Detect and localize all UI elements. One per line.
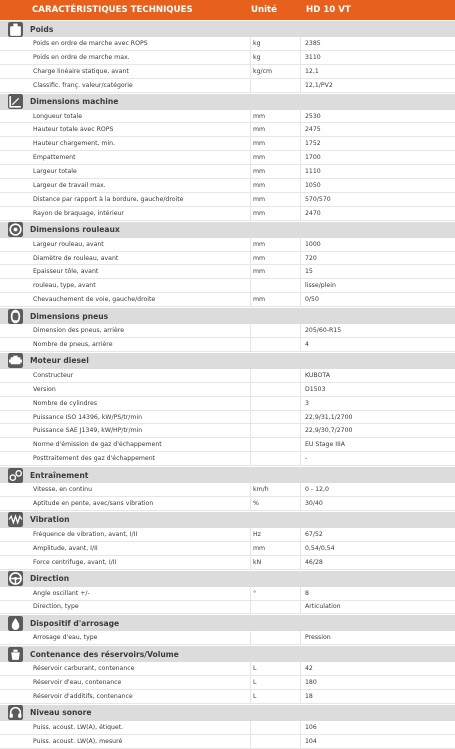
row-label: Distance par rapport à la bordure, gauche/droite [33,195,184,203]
row-value: 67/52 [300,528,455,541]
row-label: Version [33,385,56,393]
section-header [0,20,455,37]
row-label: Norme d'émission de gaz d'échappement [33,441,162,449]
row-value: 1110 [300,165,455,178]
row-value: 12,1 [300,65,455,78]
row-value: lisse/plein [300,279,455,292]
table-row [0,528,455,542]
table-row [0,65,455,79]
row-unit: kg [250,37,300,50]
row-value: 0 - 12,0 [300,483,455,496]
section-title: Niveau sonore [30,708,92,718]
row-label: Epaisseur tôle, avant [33,268,99,276]
row-value: 46/28 [300,556,455,569]
row-value: 2470 [300,207,455,220]
row-value: 3 [300,397,455,410]
table-header [0,0,455,20]
row-value: 0,54/0,54 [300,542,455,555]
table-row [0,483,455,497]
row-value: 720 [300,252,455,265]
row-unit [250,324,300,337]
table-row [0,497,455,511]
row-label: Vitesse, en continu [33,486,93,494]
row-value: 106 [300,721,455,734]
row-value: 12,1/PV2 [300,79,455,92]
table-row [0,238,455,252]
row-label: Dimension des pneus, arrière [33,327,125,335]
row-label: Nombre de pneus, arrière [33,340,113,348]
row-unit: L [250,690,300,703]
row-unit: mm [250,151,300,164]
row-label: Aptitude en pente, avec/sans vibration [33,499,154,507]
row-label: Empattement [33,154,76,162]
row-unit: mm [250,179,300,192]
row-unit [250,338,300,351]
row-label: Réservoir d'additifs, contenance [33,693,133,700]
row-unit [250,601,300,614]
row-value: 15 [300,265,455,278]
row-label: Rayon de braquage, intérieur [33,209,124,217]
table-row [0,735,455,749]
tire-icon [0,308,30,325]
row-label: Puissance ISO 14396, kW/PS/tr/min [33,413,143,421]
row-label: Force centrifuge, avant, I/II [33,558,117,566]
table-row [0,123,455,137]
row-unit [250,383,300,396]
row-unit: mm [250,165,300,178]
row-value: KUBOTA [300,369,455,382]
row-value: 104 [300,735,455,748]
section-header [0,511,455,528]
table-row [0,369,455,383]
section-title: Dimensions machine [30,97,119,107]
row-value: 42 [300,662,455,675]
table-body [0,20,455,749]
section-header [0,645,455,662]
section-title: Poids [30,24,54,34]
table-row [0,110,455,124]
row-unit: mm [250,110,300,123]
row-value: 2385 [300,37,455,50]
row-value: 18 [300,690,455,703]
table-row [0,438,455,452]
headphones-icon [0,704,30,721]
row-unit [250,735,300,748]
row-unit: kN [250,556,300,569]
engine-icon [0,352,30,369]
row-label: Charge linéaire statique, avant [33,67,129,75]
section-header [0,704,455,721]
section-title: Dispositif d'arrosage [30,618,120,628]
row-label: Puiss. acoust. LW(A), mesuré [33,737,123,745]
row-unit [250,369,300,382]
table-row [0,265,455,279]
table-row [0,137,455,151]
section-header [0,570,455,587]
row-unit [250,438,300,451]
table-row [0,721,455,735]
row-unit [250,424,300,437]
row-label: Largeur de travail max. [33,181,106,189]
section-title: Moteur diesel [30,356,89,366]
section-header [0,352,455,369]
section-header [0,307,455,324]
table-row [0,193,455,207]
row-value: D1503 [300,383,455,396]
table-row [0,411,455,425]
row-label: Réservoir d'eau, contenance [33,679,122,687]
table-row [0,207,455,221]
table-row [0,676,455,690]
row-value: 570/570 [300,193,455,206]
row-unit: mm [250,252,300,265]
row-value: EU Stage IIIA [300,438,455,451]
table-row [0,690,455,704]
row-label: Nombre de cylindres [33,399,98,407]
section-title: Entraînement [30,470,89,480]
row-unit: mm [250,137,300,150]
table-row [0,424,455,438]
row-value: 1752 [300,137,455,150]
section-header [0,614,455,631]
row-label: Arrosage d'eau, type [33,634,98,642]
row-value: Articulation [300,601,455,614]
row-value: 0/50 [300,293,455,306]
table-row [0,601,455,615]
row-label: Direction, type [33,603,79,611]
section-title: Vibration [30,515,70,525]
table-row [0,79,455,93]
row-value: 1050 [300,179,455,192]
section-title: Direction [30,574,70,584]
row-label: Hauteur totale avec ROPS [33,126,114,134]
row-unit: mm [250,123,300,136]
row-value: 205/60-R15 [300,324,455,337]
row-label: Réservoir carburant, contenance [33,665,135,673]
header-characteristics: CARACTÉRISTIQUES TECHNIQUES [32,5,193,15]
row-label: Amplitude, avant, I/II [33,544,98,552]
row-unit [250,397,300,410]
row-value: - [300,452,455,465]
row-value: 22,9/31,1/2700 [300,411,455,424]
table-row [0,397,455,411]
row-label: Longueur totale [33,112,83,120]
row-unit: mm [250,193,300,206]
table-row [0,631,455,645]
row-unit: Hz [250,528,300,541]
section-header [0,93,455,110]
section-title: Dimensions pneus [30,311,109,321]
row-unit [250,631,300,644]
row-unit: mm [250,542,300,555]
row-unit [250,721,300,734]
row-unit: km/h [250,483,300,496]
row-value: 4 [300,338,455,351]
row-unit: % [250,497,300,510]
table-row [0,324,455,338]
table-row [0,338,455,352]
row-value: 180 [300,676,455,689]
table-row [0,556,455,570]
row-value: 3110 [300,51,455,64]
row-unit [250,79,300,92]
row-label: Posttraitement des gaz d'échappement [33,455,156,463]
row-value: 2530 [300,110,455,123]
row-unit: mm [250,207,300,220]
tank-icon [0,646,30,663]
table-row [0,542,455,556]
table-row [0,383,455,397]
row-unit: kg/cm [250,65,300,78]
drive-icon [0,467,30,484]
row-label: Angle oscillant +/- [33,589,90,597]
row-value: 2475 [300,123,455,136]
table-row [0,37,455,51]
row-unit: kg [250,51,300,64]
table-row [0,279,455,293]
row-unit: mm [250,293,300,306]
row-label: Hauteur chargement, min. [33,140,116,148]
row-unit: mm [250,238,300,251]
row-label: Poids en ordre de marche max. [33,53,130,61]
header-unit: Unité [251,5,277,15]
row-unit: L [250,676,300,689]
row-label: Largeur totale [33,168,77,176]
row-value: 22,9/30,7/2700 [300,424,455,437]
section-title: Contenance des réservoirs/Volume [30,649,179,659]
table-row [0,252,455,266]
row-value: 1700 [300,151,455,164]
row-value: Pression [300,631,455,644]
row-label: Diamètre de rouleau, avant [33,254,119,262]
table-row [0,293,455,307]
row-label: rouleau, type, avant [33,282,96,290]
table-row [0,151,455,165]
steering-wheel-icon [0,570,30,587]
row-label: Chevauchement de voie, gauche/droite [33,296,156,304]
row-label: Largeur rouleau, avant [33,240,104,248]
row-unit: ° [250,587,300,600]
table-row [0,662,455,676]
row-label: Fréquence de vibration, avant, I/II [33,530,138,538]
row-label: Puiss. acoust. LW(A), étiquet. [33,723,124,731]
table-row [0,587,455,601]
row-value: 30/40 [300,497,455,510]
row-label: Classific. franç. valeur/catégorie [33,81,133,89]
table-row [0,179,455,193]
header-model: HD 10 VT [306,5,351,15]
row-value: 1000 [300,238,455,251]
row-unit [250,452,300,465]
row-unit: L [250,662,300,675]
row-label: Poids en ordre de marche avec ROPS [33,39,148,47]
sprinkler-icon [0,615,30,632]
table-row [0,51,455,65]
row-unit [250,279,300,292]
row-label: Constructeur [33,371,74,379]
row-value: 8 [300,587,455,600]
row-unit: mm [250,265,300,278]
section-title: Dimensions rouleaux [30,225,120,235]
row-label: Puissance SAE J1349, kW/HP/tr/min [33,427,143,435]
drum-icon [0,221,30,238]
table-row [0,165,455,179]
row-unit [250,411,300,424]
machine-dimensions-icon [0,93,30,110]
weight-icon [0,21,30,38]
section-header [0,221,455,238]
table-row [0,452,455,466]
vibration-icon [0,511,30,528]
section-header [0,466,455,483]
